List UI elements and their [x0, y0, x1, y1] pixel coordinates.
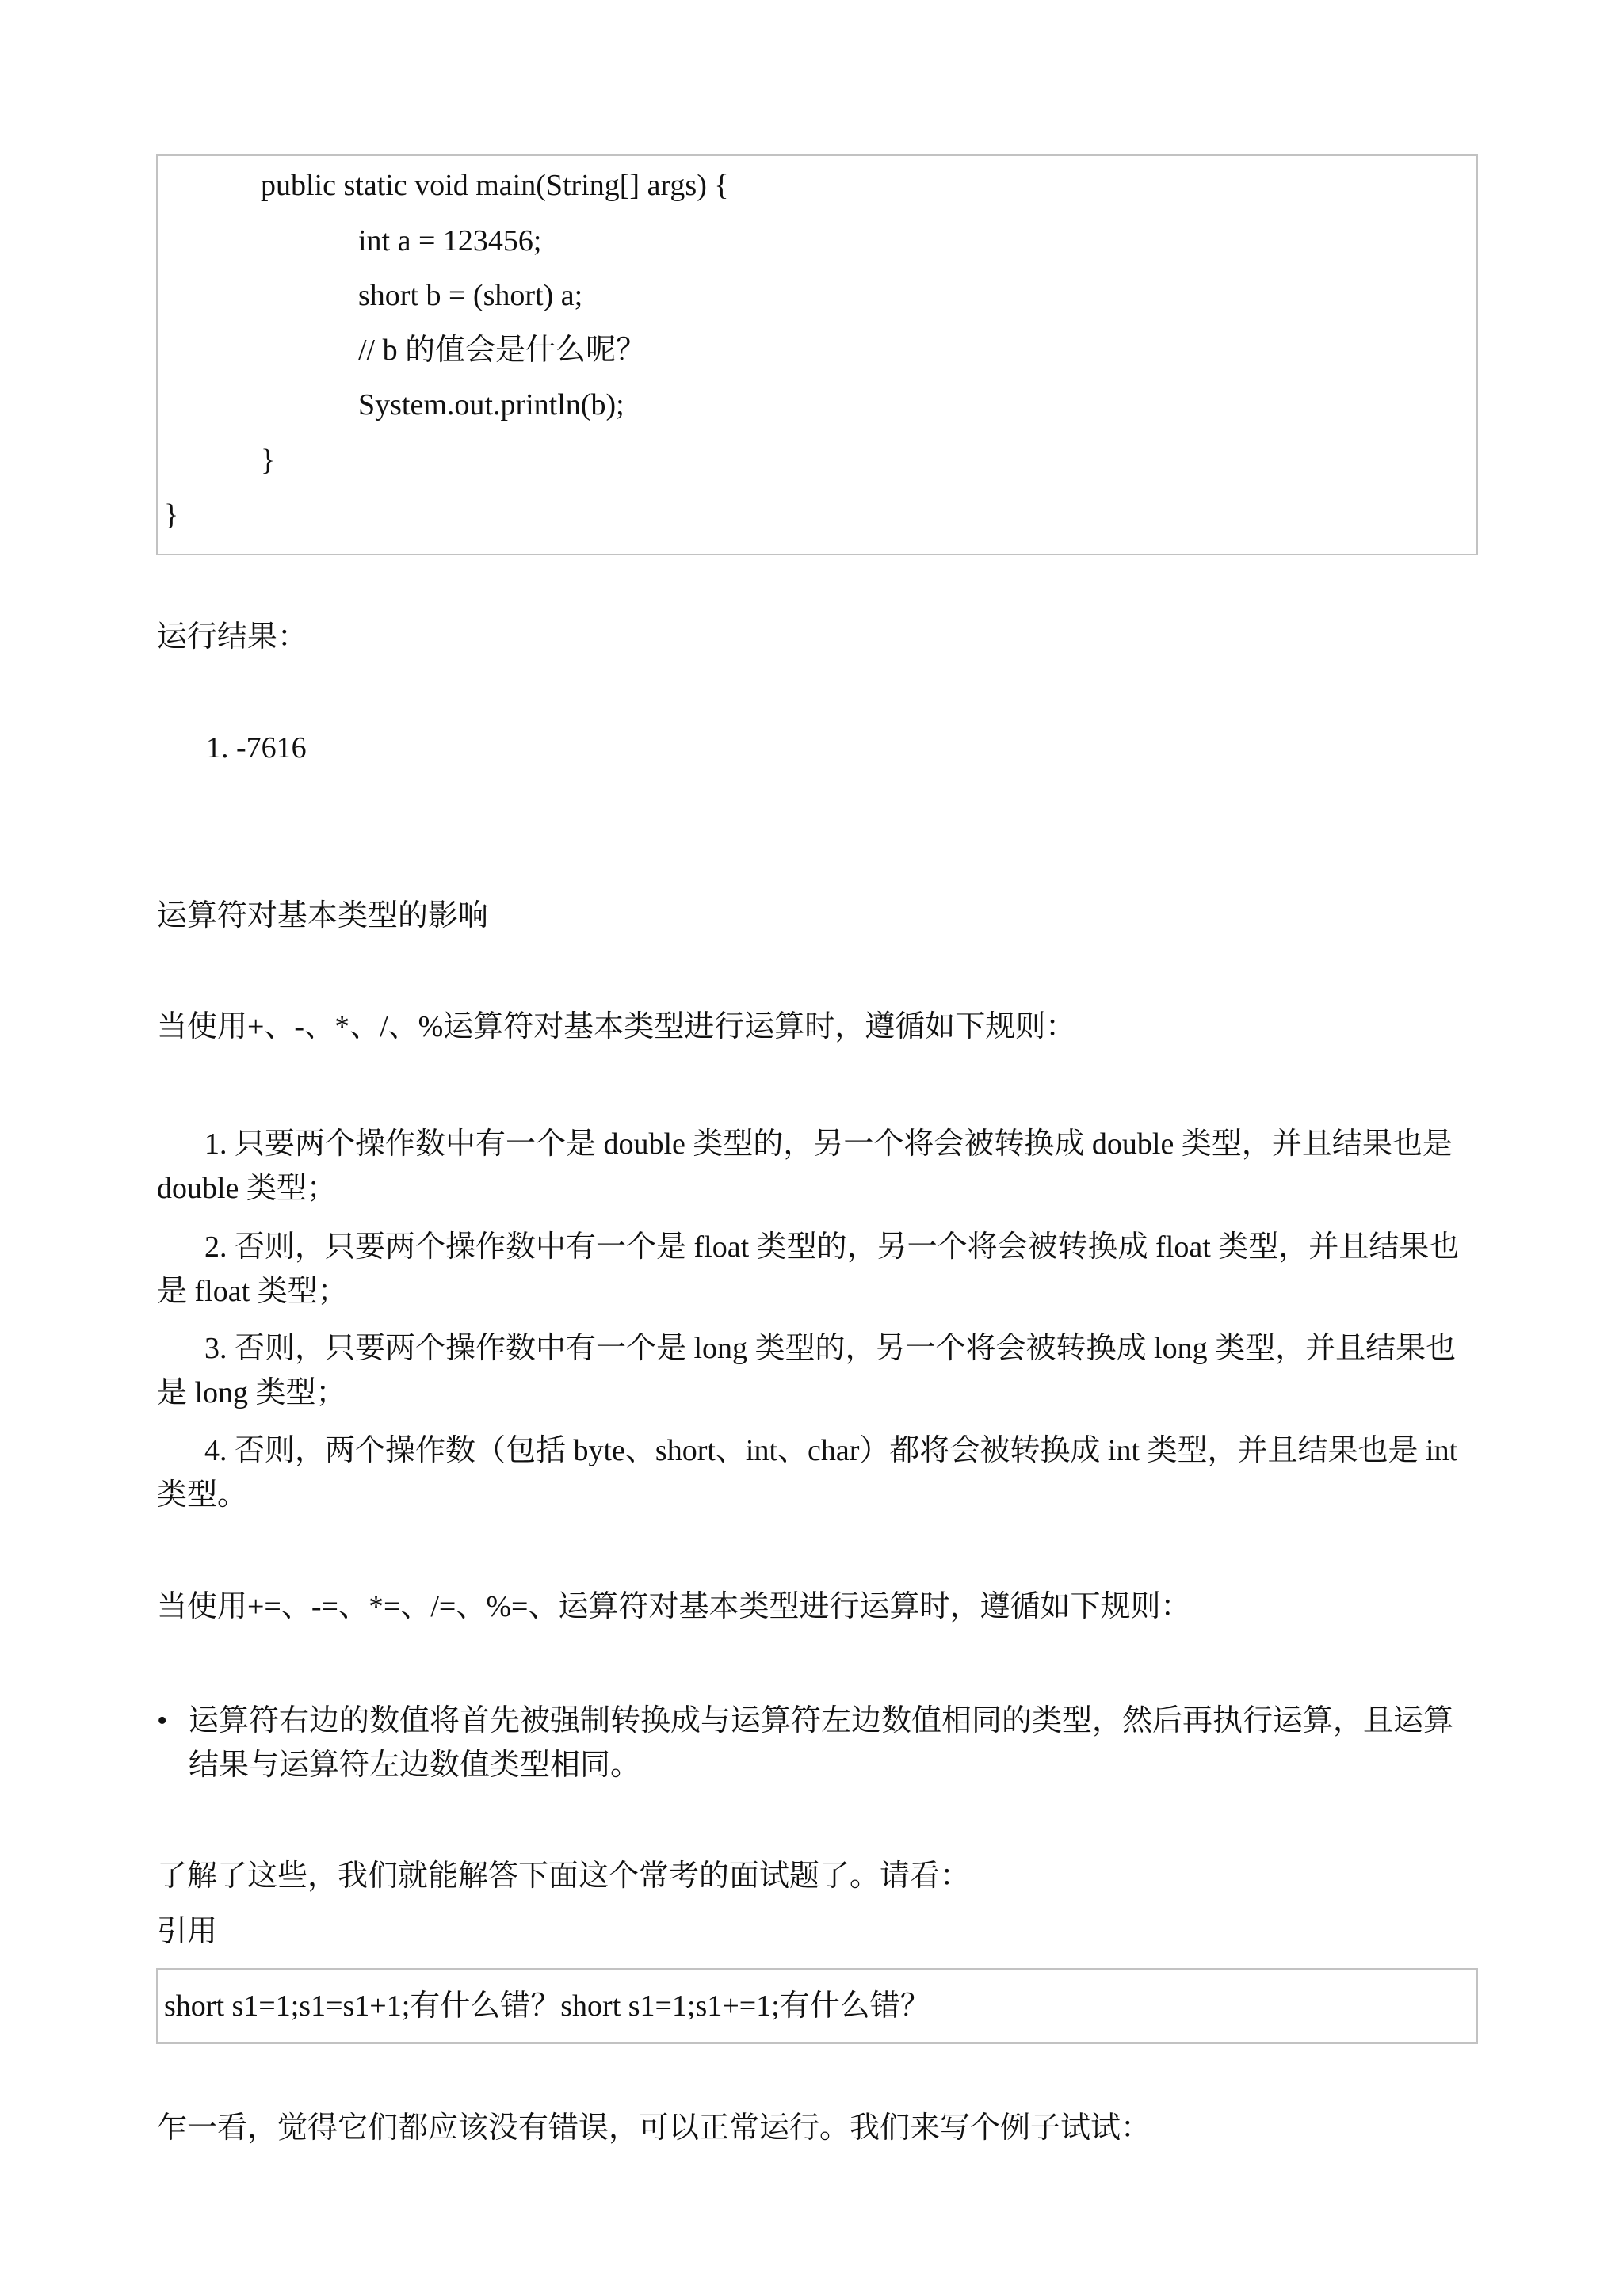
- rule-item-1: 1. 只要两个操作数中有一个是 double 类型的，另一个将会被转换成 double 类型，并且结果也是 double 类型；: [157, 1127, 1453, 1205]
- code-line-4: // b 的值会是什么呢？: [358, 334, 647, 367]
- bullet-icon: •: [157, 1704, 168, 1737]
- code-block: [156, 154, 1478, 555]
- result-item: 1. -7616: [206, 731, 307, 765]
- rule-item-3: 3. 否则，只要两个操作数中有一个是 long 类型的，另一个将会被转换成 long 类型，并且结果也是 long 类型；: [157, 1332, 1457, 1409]
- rule-intro-2: 当使用+=、-=、*=、/=、%=、运算符对基本类型进行运算时，遵循如下规则：: [157, 1590, 1191, 1623]
- closing-text: 乍一看，觉得它们都应该没有错误，可以正常运行。我们来写个例子试试：: [157, 2111, 1151, 2145]
- code-line-7: }: [164, 498, 179, 532]
- section-title: 运算符对基本类型的影响: [157, 899, 489, 933]
- code-line-3: short b = (short) a;: [358, 279, 583, 312]
- code-line-2: int a = 123456;: [358, 224, 542, 257]
- code-line-6: }: [261, 444, 276, 477]
- rule-item-4: 4. 否则，两个操作数（包括 byte、short、int、char）都将会被转换成 int 类型，并且结果也是 int 类型。: [157, 1434, 1458, 1512]
- result-label: 运行结果：: [157, 620, 308, 654]
- rule-intro-1: 当使用+、-、*、/、%运算符对基本类型进行运算时，遵循如下规则：: [157, 1010, 1076, 1043]
- code-line-5: System.out.println(b);: [358, 388, 624, 421]
- quote-label: 引用: [157, 1915, 218, 1948]
- bullet-item-text: 运算符右边的数值将首先被强制转换成与运算符左边数值相同的类型，然后再执行运算，且运算结果与运算符左边数值类型相同。: [189, 1704, 1454, 1782]
- quote-block: [156, 1968, 1478, 2044]
- quote-text: short s1=1;s1=s1+1;有什么错？short s1=1;s1+=1;有什么错？: [164, 1989, 930, 2023]
- code-line-1: public static void main(String[] args) {: [261, 169, 729, 202]
- interview-intro: 了解了这些，我们就能解答下面这个常考的面试题了。请看：: [157, 1859, 971, 1893]
- rule-item-2: 2. 否则，只要两个操作数中有一个是 float 类型的，另一个将会被转换成 float 类型，并且结果也是 float 类型；: [157, 1230, 1460, 1308]
- bullet-item-1: [157, 1699, 1479, 1787]
